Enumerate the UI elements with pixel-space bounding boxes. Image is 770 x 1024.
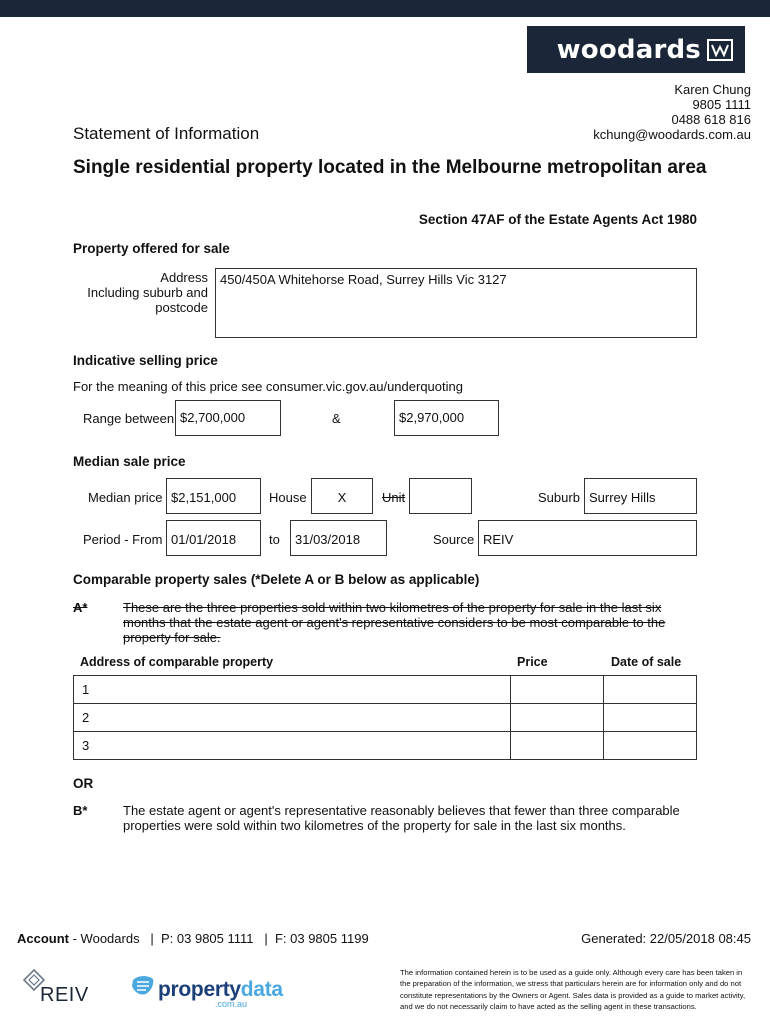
row-price-cell[interactable]	[511, 732, 604, 760]
propertydata-map-icon	[130, 974, 156, 1001]
agent-phone: 9805 1111	[692, 97, 751, 112]
price-high-field[interactable]: $2,970,000	[394, 400, 499, 436]
or-label: OR	[73, 776, 94, 791]
source-field[interactable]: REIV	[478, 520, 697, 556]
address-field[interactable]: 450/450A Whitehorse Road, Surrey Hills Vic 3127	[215, 268, 697, 338]
agent-name: Karen Chung	[674, 82, 751, 97]
table-row	[74, 732, 697, 760]
agent-email[interactable]: kchung@woodards.com.au	[593, 127, 751, 142]
option-a-text: These are the three properties sold within two kilometres of the property for sale in the last six months that the estate agent or agent's representative considers to be most comparable to the property for sale.	[123, 600, 666, 645]
property-heading: Property offered for sale	[73, 241, 230, 256]
woodards-w-icon	[707, 39, 733, 61]
address-label: Address Including suburb and postcode	[87, 270, 208, 315]
period-to-label: to	[269, 532, 280, 547]
row-address-cell[interactable]: 1	[74, 676, 511, 704]
option-a-label: A*	[73, 600, 88, 615]
row-price-cell[interactable]	[511, 676, 604, 704]
median-heading: Median sale price	[73, 454, 186, 469]
table-row	[74, 676, 697, 704]
indicative-heading: Indicative selling price	[73, 353, 218, 368]
row-address-cell[interactable]: 3	[74, 732, 511, 760]
agent-contact	[593, 82, 751, 142]
median-price-field[interactable]: $2,151,000	[166, 478, 261, 514]
comparable-heading: Comparable property sales (*Delete A or B below as applicable)	[73, 572, 480, 587]
table-row	[74, 704, 697, 732]
statement-title: Statement of Information	[73, 124, 260, 143]
row-date-cell[interactable]	[604, 732, 697, 760]
suburb-field[interactable]: Surrey Hills	[584, 478, 697, 514]
option-b-text: The estate agent or agent's representative reasonably believes that fewer than three comparable properties were sold within two kilometres of the property for sale in the last six months.	[123, 803, 680, 833]
generated-timestamp: Generated: 22/05/2018 08:45	[581, 931, 751, 946]
unit-checkbox[interactable]	[409, 478, 472, 514]
unit-label: Unit	[382, 490, 406, 505]
comparable-table	[73, 675, 697, 760]
option-b-label: B*	[73, 803, 88, 818]
range-separator: &	[332, 411, 341, 426]
agent-mobile: 0488 618 816	[671, 112, 751, 127]
house-label: House	[269, 490, 307, 505]
row-price-cell[interactable]	[511, 704, 604, 732]
median-price-label: Median price	[88, 490, 163, 505]
row-date-cell[interactable]	[604, 676, 697, 704]
footer-account: Account - Woodards | P: 03 9805 1111 | F: 03 9805 1199	[17, 931, 369, 946]
col-price-header: Price	[517, 655, 548, 669]
period-from-field[interactable]: 01/01/2018	[166, 520, 261, 556]
underquoting-note: For the meaning of this price see consumer.vic.gov.au/underquoting	[73, 379, 463, 394]
reiv-logo: REIV	[40, 984, 89, 1006]
propertydata-domain: .com.au	[215, 999, 248, 1009]
price-low-field[interactable]: $2,700,000	[175, 400, 281, 436]
period-label: Period - From	[83, 532, 163, 547]
house-checkbox[interactable]: X	[311, 478, 373, 514]
col-date-header: Date of sale	[611, 655, 682, 669]
propertydata-logo: propertydata	[158, 978, 283, 1001]
suburb-label: Suburb	[538, 490, 580, 505]
range-label: Range between	[83, 411, 175, 426]
source-label: Source	[433, 532, 475, 547]
row-address-cell[interactable]: 2	[74, 704, 511, 732]
section-reference: Section 47AF of the Estate Agents Act 1980	[418, 212, 697, 227]
disclaimer: The information contained herein is to be used as a guide only. Although every care has been taken in the preparation of the information, we stress that particulars herein are for information only and do not constitute representations by the Owners or Agent. Sales data is provided as a guide to market activity, and we do not necessarily claim to have acted as the selling agent in these transactions.	[400, 968, 746, 1011]
row-date-cell[interactable]	[604, 704, 697, 732]
page-title: Single residential property located in the Melbourne metropolitan area	[73, 157, 707, 178]
woodards-logo	[527, 26, 745, 73]
logo-text: woodards	[556, 34, 701, 65]
col-address-header: Address of comparable property	[80, 655, 274, 669]
top-bar	[0, 0, 770, 17]
period-to-field[interactable]: 31/03/2018	[290, 520, 387, 556]
